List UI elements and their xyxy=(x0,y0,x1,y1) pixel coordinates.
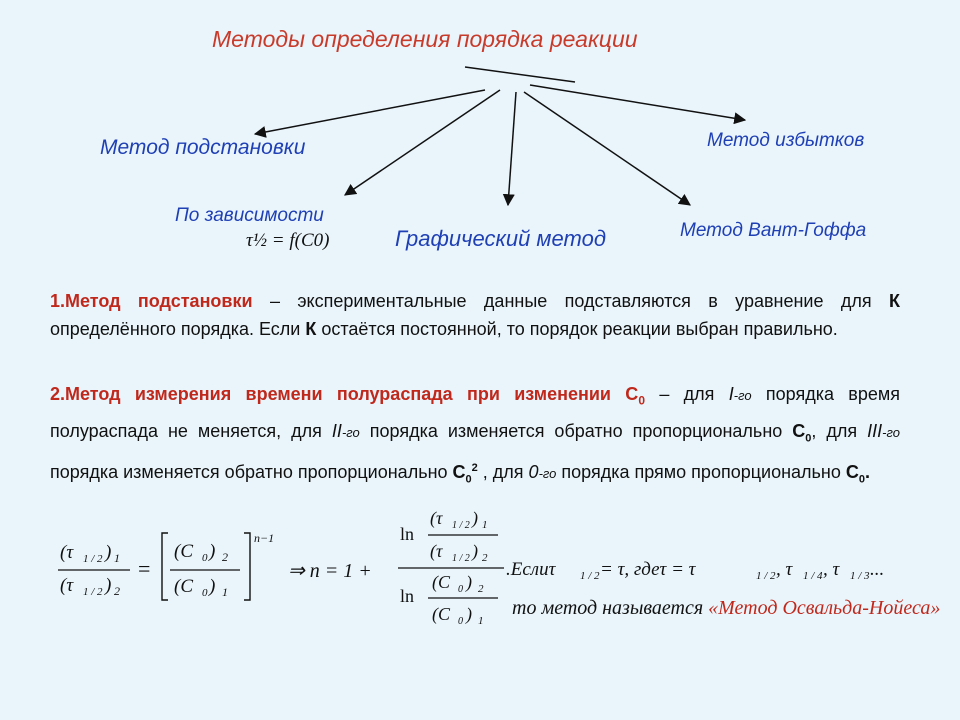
svg-text:.Еслиτ: .Еслиτ xyxy=(506,559,556,580)
note-method-name: «Метод Освальда-Нойеса» xyxy=(708,597,941,619)
paragraph2-text: , для xyxy=(811,420,868,441)
svg-text:1 / 2: 1 / 2 xyxy=(83,553,103,565)
concentration-label: С xyxy=(452,462,466,483)
svg-text:2: 2 xyxy=(478,583,484,595)
svg-text:...: ... xyxy=(870,559,885,580)
svg-text:= τ, гдеτ = τ: = τ, гдеτ = τ xyxy=(600,559,696,580)
svg-text:1: 1 xyxy=(482,519,488,531)
order-suffix: -го xyxy=(538,466,557,482)
svg-text:): ) xyxy=(105,575,112,596)
concentration-sub: 0 xyxy=(805,432,812,445)
svg-text:2: 2 xyxy=(222,550,228,564)
paragraph2-lead-sub: 0 xyxy=(638,393,645,408)
svg-text:): ) xyxy=(466,604,472,624)
svg-text:, τ: , τ xyxy=(776,559,793,580)
svg-text:1 / 2: 1 / 2 xyxy=(452,553,470,564)
concentration-power: 2 xyxy=(471,462,478,475)
condition-expression xyxy=(506,559,884,582)
svg-text:(τ: (τ xyxy=(60,542,74,563)
svg-text:ln: ln xyxy=(400,524,415,544)
svg-text:(τ: (τ xyxy=(430,541,443,561)
paragraph2-lead: 2.Метод измерения времени полураспада при изменении С xyxy=(50,384,639,404)
svg-text:1 / 2: 1 / 2 xyxy=(452,520,470,531)
svg-text:n−1: n−1 xyxy=(254,531,275,545)
paragraph1-text: остаётся постоянной, то порядок реакции выбран правильно. xyxy=(316,319,838,339)
svg-text:): ) xyxy=(466,572,472,592)
order-suffix: -го xyxy=(882,424,900,440)
order-suffix: -го xyxy=(733,388,752,403)
concentration-label: С xyxy=(792,420,806,441)
implies-expression: ⇒ n = 1 + xyxy=(288,560,372,582)
svg-text:(τ: (τ xyxy=(430,508,443,528)
svg-text:0: 0 xyxy=(202,587,208,599)
page-title: Методы определения порядка реакции xyxy=(212,26,638,52)
order-formula xyxy=(398,508,504,627)
svg-text:, τ: , τ xyxy=(823,559,840,580)
svg-text:1 / 3: 1 / 3 xyxy=(850,570,870,582)
order-suffix: -го xyxy=(341,424,360,440)
method-vant-hoff-label: Метод Вант-Гоффа xyxy=(680,220,867,241)
svg-text:): ) xyxy=(472,541,478,561)
svg-text:): ) xyxy=(105,542,112,563)
method-name-note xyxy=(512,594,940,622)
paragraph2-text: порядка изменяется обратно пропорционально xyxy=(50,462,453,483)
formula-halflife-dependence: τ½ = f(C0) xyxy=(246,230,330,251)
paragraph1-k: К xyxy=(888,291,900,311)
svg-text:(C: (C xyxy=(432,572,450,592)
concentration-sub: 0 xyxy=(465,473,472,486)
svg-text:2: 2 xyxy=(482,552,488,564)
paragraph2-text: . xyxy=(865,462,871,483)
paragraph1-k: К xyxy=(305,319,317,339)
method-graphical-label: Графический метод xyxy=(395,226,606,251)
svg-text:1 / 2: 1 / 2 xyxy=(83,586,103,598)
svg-text:): ) xyxy=(209,576,216,597)
order-label: 0 xyxy=(528,462,539,483)
order-label: I xyxy=(728,384,734,404)
svg-text:1 / 2: 1 / 2 xyxy=(580,570,600,582)
svg-text:1: 1 xyxy=(478,615,484,627)
svg-text:(C: (C xyxy=(432,604,450,624)
paragraph2-text: – для xyxy=(645,384,729,404)
order-label: III xyxy=(867,420,883,441)
method-substitution-label: Метод подстановки xyxy=(100,136,306,159)
svg-text:1 / 4: 1 / 4 xyxy=(803,570,823,582)
paragraph2-text: , для xyxy=(477,462,529,483)
svg-text:(C: (C xyxy=(174,541,193,562)
paragraph2-text: порядка время полураспада не меняется, для xyxy=(50,384,900,441)
order-label: II xyxy=(331,420,342,441)
paragraph1-text: определённого порядка. Если xyxy=(50,319,306,339)
note-prefix: то метод называется xyxy=(512,597,709,619)
svg-text:0: 0 xyxy=(458,584,463,595)
svg-text:1: 1 xyxy=(222,585,228,599)
concentration-ratio xyxy=(162,531,274,600)
svg-text:1: 1 xyxy=(114,551,120,565)
svg-text:2: 2 xyxy=(114,584,120,598)
svg-text:1 / 2: 1 / 2 xyxy=(756,570,776,582)
svg-text:): ) xyxy=(472,508,478,528)
method-excess-label: Метод избытков xyxy=(707,130,865,151)
method-dependence-label: По зависимости xyxy=(175,205,324,226)
svg-text:0: 0 xyxy=(202,552,208,564)
svg-text:=: = xyxy=(138,556,151,581)
svg-text:(C: (C xyxy=(174,576,193,597)
paragraph1-text: – экспериментальные данные подставляются в уравнение для xyxy=(252,291,889,311)
halflife-ratio xyxy=(58,542,130,598)
svg-text:): ) xyxy=(209,541,216,562)
concentration-sub: 0 xyxy=(858,473,866,486)
paragraph2-text: порядка прямо пропорционально xyxy=(556,462,846,483)
svg-text:0: 0 xyxy=(458,616,463,627)
concentration-label: С xyxy=(845,462,859,483)
svg-text:(τ: (τ xyxy=(60,575,74,596)
svg-text:ln: ln xyxy=(400,586,415,606)
paragraph2-text: порядка изменяется обратно пропорционально xyxy=(359,420,793,441)
paragraph1-lead: 1.Метод подстановки xyxy=(50,291,253,311)
